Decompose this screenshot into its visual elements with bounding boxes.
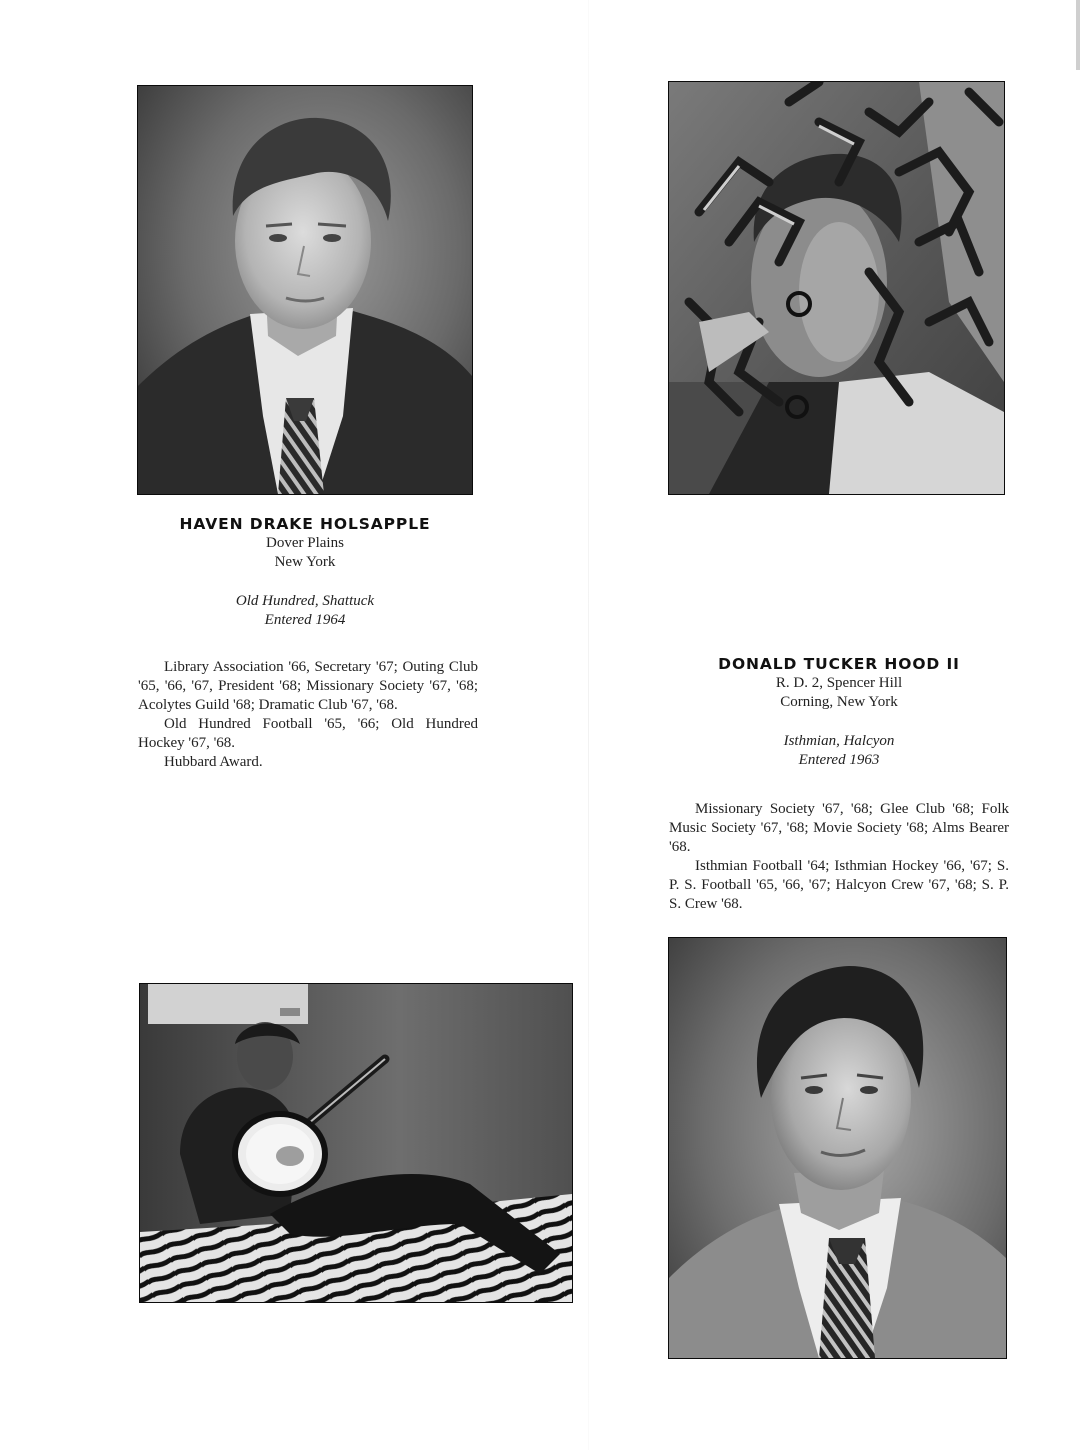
hood-entered: Entered 1963 xyxy=(798,752,880,768)
hood-address-line-1: R. D. 2, Spencer Hill xyxy=(775,675,903,691)
hood-name: DONALD TUCKER HOOD II xyxy=(718,655,960,673)
holsapple-activities-paragraph-3: Hubbard Award. xyxy=(164,754,263,770)
holsapple-activities-paragraph-1: Library Association '66, Secretary '67; Outing Club '65, '66, '67, President '68; Missionary Society '67, '68; Acolytes Guild '68; Dramatic Club '67, '68. xyxy=(138,659,478,713)
holsapple-entered: Entered 1964 xyxy=(264,612,346,628)
hood-activities-paragraph-2: Isthmian Football '64; Isthmian Hockey '66, '67; S. P. S. Football '65, '66, '67; Halcyon Crew '67, '68; S. P. S. Crew '68. xyxy=(669,858,1009,912)
holsapple-entry xyxy=(138,514,472,630)
hood-houses: Isthmian, Halcyon xyxy=(783,733,895,749)
holsapple-name: HAVEN DRAKE HOLSAPPLE xyxy=(179,515,431,533)
holsapple-activities xyxy=(138,658,478,772)
hood-entry xyxy=(669,654,1009,770)
hood-portrait-photo xyxy=(669,938,1006,1358)
holsapple-activities-paragraph-2: Old Hundred Football '65, '66; Old Hundred Hockey '67, '68. xyxy=(138,716,478,751)
holsapple-banjo-photo xyxy=(140,984,572,1302)
hood-activities xyxy=(669,800,1009,914)
page-gutter xyxy=(588,0,589,1450)
holsapple-houses: Old Hundred, Shattuck xyxy=(235,593,375,609)
holsapple-portrait-photo xyxy=(138,86,472,494)
holsapple-address-line-1: Dover Plains xyxy=(266,535,344,551)
hood-activities-paragraph-1: Missionary Society '67, '68; Glee Club '68; Folk Music Society '67, '68; Movie Society '68; Alms Bearer '68. xyxy=(669,801,1009,855)
hood-sculpture-photo xyxy=(669,82,1004,494)
hood-address-line-2: Corning, New York xyxy=(780,694,898,710)
holsapple-address-line-2: New York xyxy=(274,554,336,570)
page-edge-mark xyxy=(1076,0,1080,70)
